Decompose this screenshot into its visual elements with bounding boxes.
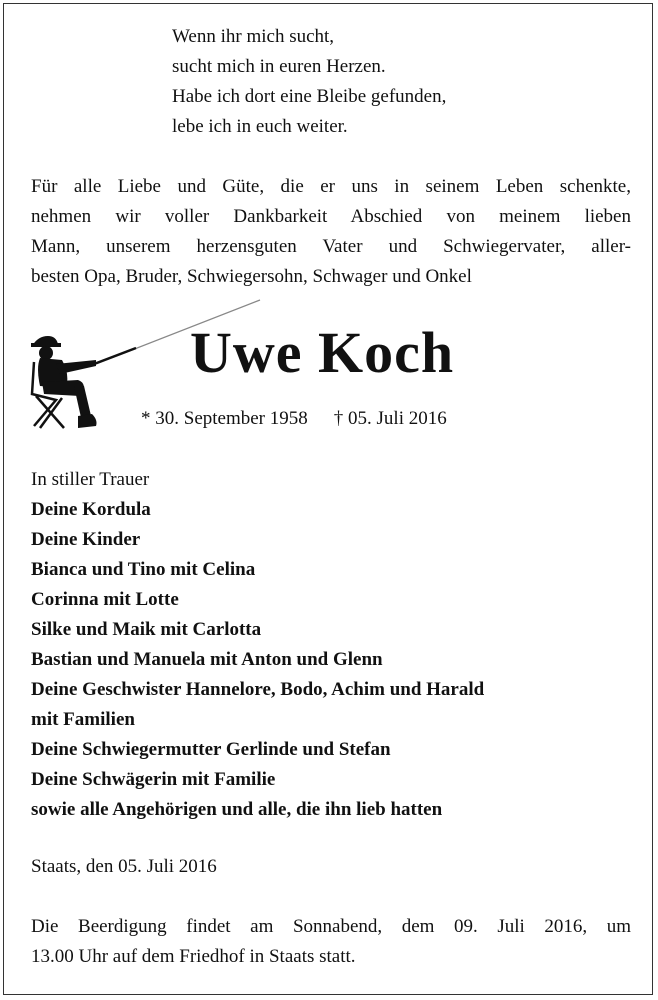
mourners-heading: In stiller Trauer xyxy=(31,469,150,490)
intro-line: nehmen wir voller Dankbarkeit Abschied von meinem lieben xyxy=(31,206,631,227)
death-date: † 05. Juli 2016 xyxy=(333,408,447,429)
deceased-name: Uwe Koch xyxy=(190,320,455,385)
mourner-line: Bianca und Tino mit Celina xyxy=(31,559,256,580)
funeral-line: 13.00 Uhr auf dem Friedhof in Staats statt. xyxy=(31,946,356,967)
mourner-line: Bastian und Manuela mit Anton und Glenn xyxy=(31,649,383,670)
intro-text xyxy=(31,172,631,292)
intro-line: besten Opa, Bruder, Schwiegersohn, Schwager und Onkel xyxy=(31,266,472,287)
place-date: Staats, den 05. Juli 2016 xyxy=(31,856,217,877)
mourner-line: Deine Schwiegermutter Gerlinde und Stefan xyxy=(31,739,391,760)
mourner-line: Deine Schwägerin mit Familie xyxy=(31,769,276,790)
mourner-line: Silke und Maik mit Carlotta xyxy=(31,619,262,640)
intro-line: Für alle Liebe und Güte, die er uns in seinem Leben schenkte, xyxy=(31,176,631,197)
poem-line: Habe ich dort eine Bleibe gefunden, xyxy=(172,86,447,107)
funeral-notice xyxy=(31,912,631,972)
mourner-line: mit Familien xyxy=(31,709,135,730)
birth-date: * 30. September 1958 xyxy=(141,408,308,429)
poem xyxy=(172,22,446,142)
intro-line: Mann, unserem herzensguten Vater und Schwiegervater, aller- xyxy=(31,236,631,257)
life-dates xyxy=(141,406,447,432)
poem-line: lebe ich in euch weiter. xyxy=(172,116,348,137)
mourner-line: Deine Kinder xyxy=(31,529,141,550)
poem-line: Wenn ihr mich sucht, xyxy=(172,26,335,47)
mourner-line: Deine Kordula xyxy=(31,499,151,520)
mourner-line: sowie alle Angehörigen und alle, die ihn lieb hatten xyxy=(31,799,443,820)
mourners-list xyxy=(31,465,484,825)
poem-line: sucht mich in euren Herzen. xyxy=(172,56,386,77)
mourner-line: Corinna mit Lotte xyxy=(31,589,179,610)
mourner-line: Deine Geschwister Hannelore, Bodo, Achim und Harald xyxy=(31,679,485,700)
funeral-line: Die Beerdigung findet am Sonnabend, dem 09. Juli 2016, um xyxy=(31,916,631,937)
